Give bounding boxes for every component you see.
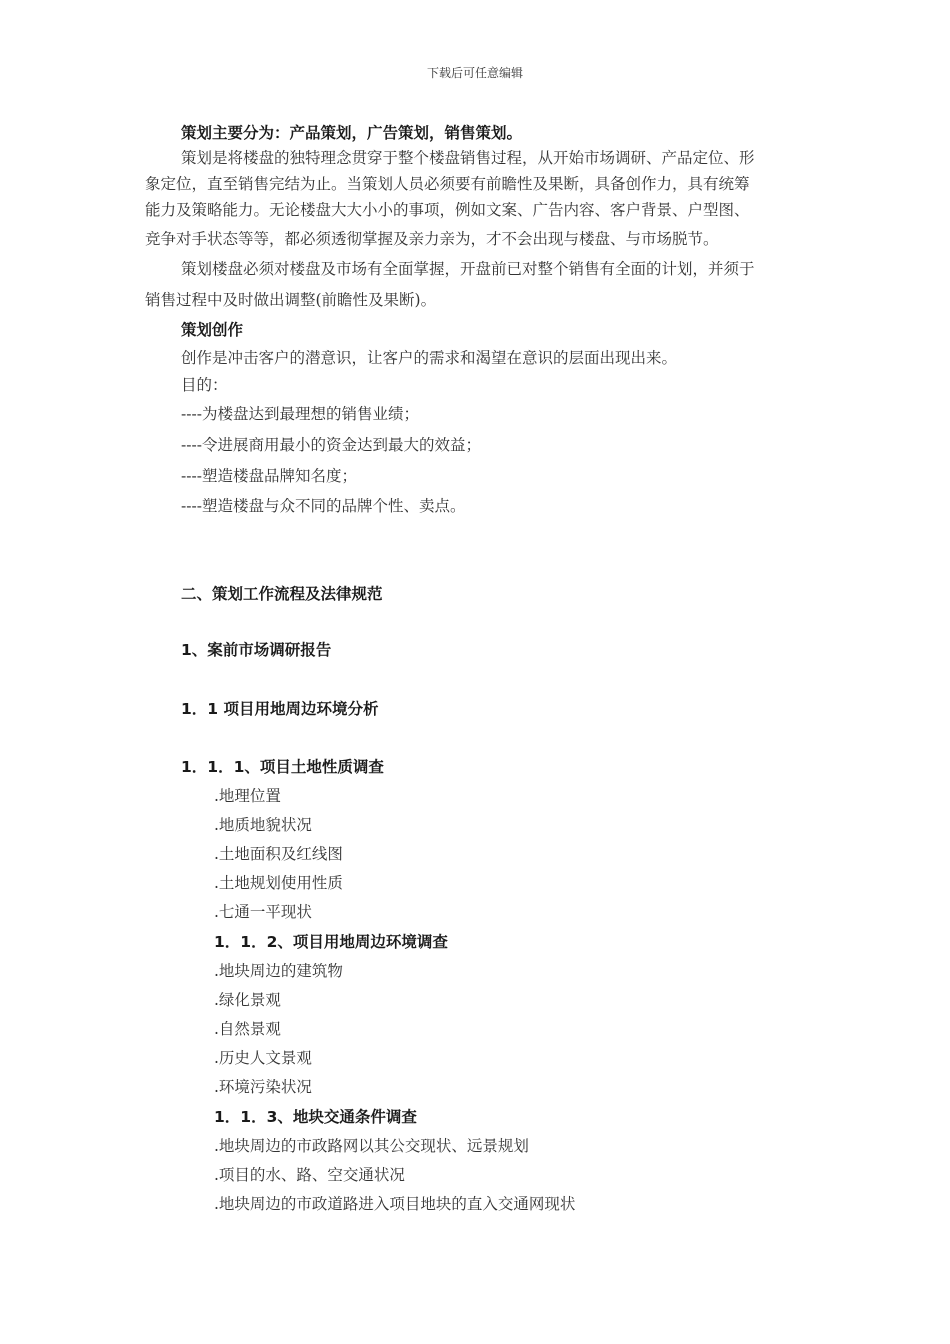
list-item: .自然景观 <box>214 1020 281 1038</box>
intro-para1-line4: 竞争对手状态等等，都必须透彻掌握及亲力亲为，才不会出现与楼盘、与市场脱节。 <box>145 230 719 248</box>
purpose-item: ----塑造楼盘品牌知名度； <box>181 467 357 485</box>
subsection-1-1-1-title: 1．1．1、项目土地性质调查 <box>181 758 384 776</box>
list-item: .七通一平现状 <box>214 903 312 921</box>
list-item: .地块周边的市政道路进入项目地块的直入交通网现状 <box>214 1195 576 1213</box>
purpose-label: 目的： <box>181 376 228 394</box>
list-item: .土地面积及红线图 <box>214 845 343 863</box>
purpose-item: ----塑造楼盘与众不同的品牌个性、卖点。 <box>181 497 466 515</box>
list-item: .绿化景观 <box>214 991 281 1009</box>
subsection-1-1-3-title: 1．1．3、地块交通条件调查 <box>214 1108 417 1126</box>
intro-para1-line2: 象定位，直至销售完结为止。当策划人员必须要有前瞻性及果断，具备创作力，具有统筹 <box>145 175 750 193</box>
subsection-1-1-2-title: 1．1．2、项目用地周边环境调查 <box>214 933 448 951</box>
list-item: .地块周边的建筑物 <box>214 962 343 980</box>
purpose-item: ----令进展商用最小的资金达到最大的效益； <box>181 436 481 454</box>
intro-para2-line1: 策划楼盘必须对楼盘及市场有全面掌握，开盘前已对整个销售有全面的计划，并须于 <box>181 260 755 278</box>
intro-para2-line2: 销售过程中及时做出调整(前瞻性及果断)。 <box>145 291 437 309</box>
list-item: .历史人文景观 <box>214 1049 312 1067</box>
intro-para1-line1: 策划是将楼盘的独特理念贯穿于整个楼盘销售过程，从开始市场调研、产品定位、形 <box>181 149 755 167</box>
list-item: .地块周边的市政路网以其公交现状、远景规划 <box>214 1137 529 1155</box>
section2-title: 二、策划工作流程及法律规范 <box>181 585 383 603</box>
intro-heading: 策划主要分为：产品策划，广告策划，销售策划。 <box>181 124 523 142</box>
intro-para1-line3: 能力及策略能力。无论楼盘大大小小的事项，例如文案、广告内容、客户背景、户型图、 <box>145 201 750 219</box>
subsection-1-1-title: 1．1 项目用地周边环境分析 <box>181 700 379 718</box>
list-item: .项目的水、路、空交通状况 <box>214 1166 405 1184</box>
list-item: .土地规划使用性质 <box>214 874 343 892</box>
creation-heading: 策划创作 <box>181 321 244 339</box>
list-item: .地理位置 <box>214 787 281 805</box>
list-item: .地质地貌状况 <box>214 816 312 834</box>
creation-desc: 创作是冲击客户的潜意识，让客户的需求和渴望在意识的层面出现出来。 <box>181 349 678 367</box>
list-item: .环境污染状况 <box>214 1078 312 1096</box>
subsection-1-title: 1、案前市场调研报告 <box>181 641 332 659</box>
purpose-item: ----为楼盘达到最理想的销售业绩； <box>181 405 419 423</box>
download-note: 下载后可任意编辑 <box>426 66 523 80</box>
